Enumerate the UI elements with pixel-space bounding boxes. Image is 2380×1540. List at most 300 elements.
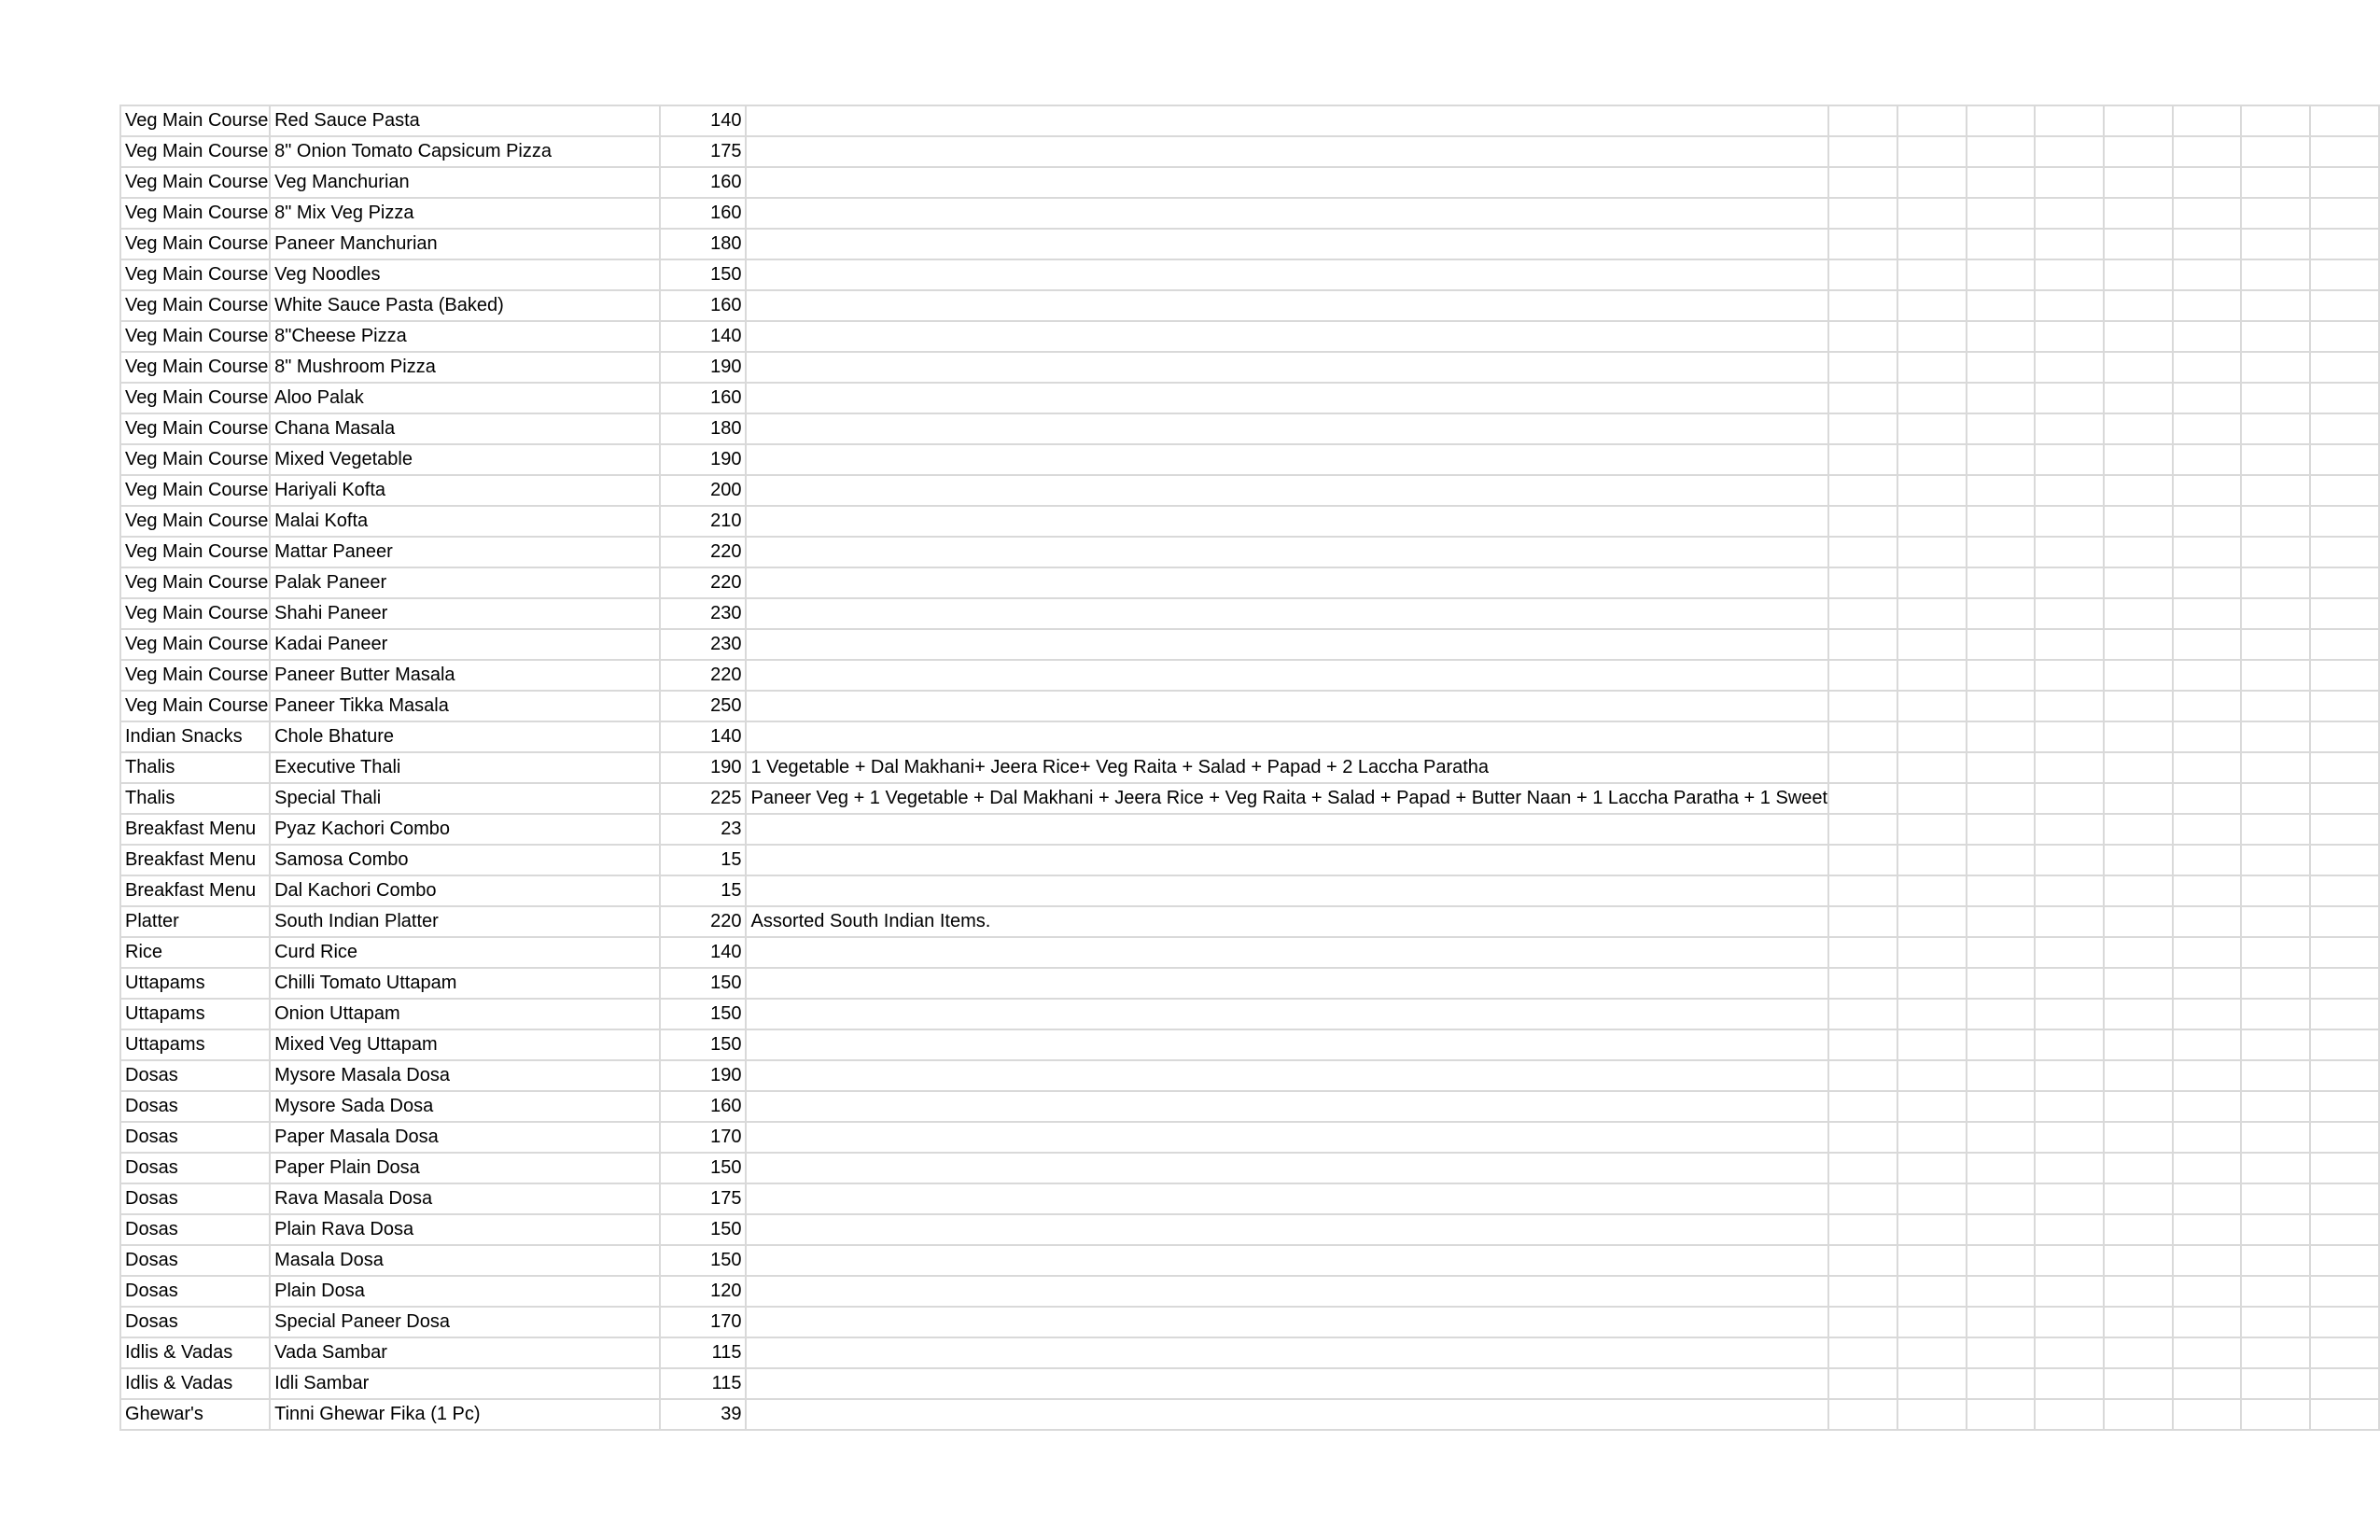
empty-cell[interactable] (1967, 1276, 2036, 1307)
empty-cell[interactable] (1897, 1122, 1967, 1153)
item-name-cell[interactable]: Pyaz Kachori Combo (270, 814, 660, 845)
empty-cell[interactable] (2173, 1122, 2242, 1153)
empty-cell[interactable] (2241, 783, 2310, 814)
empty-cell[interactable] (2241, 937, 2310, 968)
item-name-cell[interactable]: Vada Sambar (270, 1337, 660, 1368)
empty-cell[interactable] (2173, 1245, 2242, 1276)
category-cell[interactable]: Dosas (120, 1183, 270, 1214)
item-name-cell[interactable]: Palak Paneer (270, 567, 660, 598)
empty-cell[interactable] (1967, 1029, 2036, 1060)
category-cell[interactable]: Veg Main Course (120, 167, 270, 198)
empty-cell[interactable] (2310, 1153, 2379, 1183)
empty-cell[interactable] (2241, 383, 2310, 413)
empty-cell[interactable] (1897, 1307, 1967, 1337)
empty-cell[interactable] (1897, 1183, 1967, 1214)
empty-cell[interactable] (1967, 1368, 2036, 1399)
empty-cell[interactable] (2035, 968, 2104, 999)
item-name-cell[interactable]: Veg Manchurian (270, 167, 660, 198)
empty-cell[interactable] (2310, 1276, 2379, 1307)
price-cell[interactable]: 160 (660, 167, 747, 198)
empty-cell[interactable] (1967, 1214, 2036, 1245)
price-cell[interactable]: 140 (660, 721, 747, 752)
empty-cell[interactable] (2310, 352, 2379, 383)
price-cell[interactable]: 115 (660, 1368, 747, 1399)
empty-cell[interactable] (1967, 752, 2036, 783)
empty-cell[interactable] (2241, 229, 2310, 259)
empty-cell[interactable] (2241, 537, 2310, 567)
price-cell[interactable]: 220 (660, 660, 747, 691)
empty-cell[interactable] (1897, 1091, 1967, 1122)
empty-cell[interactable] (2104, 1276, 2173, 1307)
empty-cell[interactable] (1967, 259, 2036, 290)
item-name-cell[interactable]: Rava Masala Dosa (270, 1183, 660, 1214)
empty-cell[interactable] (1828, 413, 1897, 444)
empty-cell[interactable] (1897, 167, 1967, 198)
empty-cell[interactable] (1967, 906, 2036, 937)
empty-cell[interactable] (2035, 290, 2104, 321)
empty-cell[interactable] (1828, 167, 1897, 198)
price-cell[interactable]: 15 (660, 845, 747, 875)
empty-cell[interactable] (746, 1183, 1828, 1214)
empty-cell[interactable] (1897, 845, 1967, 875)
price-cell[interactable]: 150 (660, 1153, 747, 1183)
empty-cell[interactable] (1967, 105, 2036, 136)
empty-cell[interactable] (2241, 1183, 2310, 1214)
category-cell[interactable]: Dosas (120, 1122, 270, 1153)
price-cell[interactable]: 190 (660, 352, 747, 383)
empty-cell[interactable] (2173, 814, 2242, 845)
item-name-cell[interactable]: 8" Mix Veg Pizza (270, 198, 660, 229)
empty-cell[interactable] (2104, 136, 2173, 167)
empty-cell[interactable] (2241, 1307, 2310, 1337)
empty-cell[interactable] (2173, 506, 2242, 537)
item-name-cell[interactable]: 8" Onion Tomato Capsicum Pizza (270, 136, 660, 167)
empty-cell[interactable] (2035, 198, 2104, 229)
empty-cell[interactable] (2173, 752, 2242, 783)
empty-cell[interactable] (2241, 506, 2310, 537)
empty-cell[interactable] (1967, 506, 2036, 537)
empty-cell[interactable] (2310, 721, 2379, 752)
empty-cell[interactable] (2035, 1245, 2104, 1276)
empty-cell[interactable] (1828, 475, 1897, 506)
empty-cell[interactable] (1828, 1307, 1897, 1337)
empty-cell[interactable] (1897, 1399, 1967, 1430)
empty-cell[interactable] (746, 660, 1828, 691)
empty-cell[interactable] (2173, 845, 2242, 875)
empty-cell[interactable] (2104, 537, 2173, 567)
empty-cell[interactable] (746, 105, 1828, 136)
empty-cell[interactable] (2104, 383, 2173, 413)
empty-cell[interactable] (2310, 1122, 2379, 1153)
item-name-cell[interactable]: Masala Dosa (270, 1245, 660, 1276)
empty-cell[interactable] (2173, 783, 2242, 814)
empty-cell[interactable] (2241, 1214, 2310, 1245)
empty-cell[interactable] (2310, 1060, 2379, 1091)
empty-cell[interactable] (2173, 444, 2242, 475)
empty-cell[interactable] (2035, 352, 2104, 383)
empty-cell[interactable] (2035, 537, 2104, 567)
price-cell[interactable]: 200 (660, 475, 747, 506)
empty-cell[interactable] (2241, 752, 2310, 783)
empty-cell[interactable] (2104, 167, 2173, 198)
empty-cell[interactable] (2241, 136, 2310, 167)
empty-cell[interactable] (1897, 598, 1967, 629)
empty-cell[interactable] (746, 1307, 1828, 1337)
empty-cell[interactable] (2241, 968, 2310, 999)
category-cell[interactable]: Breakfast Menu (120, 875, 270, 906)
empty-cell[interactable] (2035, 1214, 2104, 1245)
empty-cell[interactable] (2104, 229, 2173, 259)
price-cell[interactable]: 225 (660, 783, 747, 814)
empty-cell[interactable] (2035, 752, 2104, 783)
empty-cell[interactable] (1828, 259, 1897, 290)
price-cell[interactable]: 160 (660, 290, 747, 321)
empty-cell[interactable] (2104, 352, 2173, 383)
empty-cell[interactable] (2310, 752, 2379, 783)
empty-cell[interactable] (1828, 937, 1897, 968)
empty-cell[interactable] (2035, 937, 2104, 968)
empty-cell[interactable] (2241, 352, 2310, 383)
empty-cell[interactable] (2104, 999, 2173, 1029)
empty-cell[interactable] (2173, 1307, 2242, 1337)
empty-cell[interactable] (1897, 444, 1967, 475)
empty-cell[interactable] (2035, 105, 2104, 136)
empty-cell[interactable] (1897, 1214, 1967, 1245)
category-cell[interactable]: Veg Main Course (120, 321, 270, 352)
empty-cell[interactable] (2310, 845, 2379, 875)
category-cell[interactable]: Veg Main Course (120, 629, 270, 660)
empty-cell[interactable] (1967, 814, 2036, 845)
empty-cell[interactable] (2035, 875, 2104, 906)
empty-cell[interactable] (746, 413, 1828, 444)
empty-cell[interactable] (2241, 1399, 2310, 1430)
empty-cell[interactable] (1897, 875, 1967, 906)
item-name-cell[interactable]: White Sauce Pasta (Baked) (270, 290, 660, 321)
empty-cell[interactable] (2173, 1337, 2242, 1368)
empty-cell[interactable] (2104, 1153, 2173, 1183)
empty-cell[interactable] (2173, 1029, 2242, 1060)
empty-cell[interactable] (2104, 752, 2173, 783)
empty-cell[interactable] (1967, 875, 2036, 906)
empty-cell[interactable] (2035, 1307, 2104, 1337)
empty-cell[interactable] (1828, 321, 1897, 352)
empty-cell[interactable] (2104, 598, 2173, 629)
empty-cell[interactable] (2035, 475, 2104, 506)
empty-cell[interactable] (2173, 1060, 2242, 1091)
price-cell[interactable]: 39 (660, 1399, 747, 1430)
empty-cell[interactable] (2241, 567, 2310, 598)
empty-cell[interactable] (1897, 1060, 1967, 1091)
empty-cell[interactable] (2173, 383, 2242, 413)
empty-cell[interactable] (2310, 1183, 2379, 1214)
empty-cell[interactable] (1828, 660, 1897, 691)
price-cell[interactable]: 250 (660, 691, 747, 721)
empty-cell[interactable] (2173, 475, 2242, 506)
empty-cell[interactable] (1897, 1276, 1967, 1307)
empty-cell[interactable] (2173, 321, 2242, 352)
empty-cell[interactable] (1967, 999, 2036, 1029)
empty-cell[interactable] (2104, 937, 2173, 968)
empty-cell[interactable] (1967, 567, 2036, 598)
empty-cell[interactable] (2173, 1368, 2242, 1399)
category-cell[interactable]: Veg Main Course (120, 444, 270, 475)
empty-cell[interactable] (2104, 783, 2173, 814)
empty-cell[interactable] (1828, 105, 1897, 136)
empty-cell[interactable] (2035, 383, 2104, 413)
empty-cell[interactable] (2310, 660, 2379, 691)
empty-cell[interactable] (1897, 321, 1967, 352)
price-cell[interactable]: 230 (660, 629, 747, 660)
empty-cell[interactable] (2035, 999, 2104, 1029)
category-cell[interactable]: Dosas (120, 1307, 270, 1337)
category-cell[interactable]: Uttapams (120, 1029, 270, 1060)
price-cell[interactable]: 120 (660, 1276, 747, 1307)
empty-cell[interactable] (2310, 691, 2379, 721)
item-name-cell[interactable]: Plain Rava Dosa (270, 1214, 660, 1245)
empty-cell[interactable] (1828, 290, 1897, 321)
empty-cell[interactable] (1828, 383, 1897, 413)
item-name-cell[interactable]: Executive Thali (270, 752, 660, 783)
empty-cell[interactable] (1897, 506, 1967, 537)
empty-cell[interactable] (1967, 444, 2036, 475)
empty-cell[interactable] (1967, 136, 2036, 167)
empty-cell[interactable] (2104, 198, 2173, 229)
empty-cell[interactable] (1828, 1337, 1897, 1368)
empty-cell[interactable] (2173, 105, 2242, 136)
empty-cell[interactable] (2173, 1276, 2242, 1307)
empty-cell[interactable] (1967, 1307, 2036, 1337)
empty-cell[interactable] (2310, 383, 2379, 413)
empty-cell[interactable] (1828, 1399, 1897, 1430)
empty-cell[interactable] (2241, 721, 2310, 752)
empty-cell[interactable] (2104, 475, 2173, 506)
empty-cell[interactable] (1967, 845, 2036, 875)
empty-cell[interactable] (2173, 721, 2242, 752)
empty-cell[interactable] (1897, 752, 1967, 783)
category-cell[interactable]: Veg Main Course (120, 691, 270, 721)
empty-cell[interactable] (1967, 290, 2036, 321)
item-name-cell[interactable]: Tinni Ghewar Fika (1 Pc) (270, 1399, 660, 1430)
empty-cell[interactable] (2035, 259, 2104, 290)
empty-cell[interactable] (2310, 475, 2379, 506)
category-cell[interactable]: Thalis (120, 783, 270, 814)
item-name-cell[interactable]: Special Thali (270, 783, 660, 814)
empty-cell[interactable] (1828, 598, 1897, 629)
empty-cell[interactable] (2173, 598, 2242, 629)
empty-cell[interactable] (1897, 906, 1967, 937)
empty-cell[interactable] (2035, 444, 2104, 475)
empty-cell[interactable] (1967, 1245, 2036, 1276)
empty-cell[interactable] (746, 259, 1828, 290)
empty-cell[interactable] (2310, 259, 2379, 290)
empty-cell[interactable] (2035, 1183, 2104, 1214)
empty-cell[interactable] (1828, 1276, 1897, 1307)
empty-cell[interactable] (1897, 413, 1967, 444)
empty-cell[interactable] (2035, 1091, 2104, 1122)
empty-cell[interactable] (2173, 691, 2242, 721)
empty-cell[interactable] (1897, 229, 1967, 259)
empty-cell[interactable] (2104, 1091, 2173, 1122)
empty-cell[interactable] (1828, 198, 1897, 229)
empty-cell[interactable] (746, 321, 1828, 352)
price-cell[interactable]: 140 (660, 105, 747, 136)
empty-cell[interactable] (2104, 1368, 2173, 1399)
empty-cell[interactable] (2104, 321, 2173, 352)
empty-cell[interactable] (2241, 1368, 2310, 1399)
empty-cell[interactable] (2241, 167, 2310, 198)
empty-cell[interactable] (2035, 1276, 2104, 1307)
item-name-cell[interactable]: Paper Masala Dosa (270, 1122, 660, 1153)
category-cell[interactable]: Uttapams (120, 999, 270, 1029)
empty-cell[interactable] (746, 845, 1828, 875)
empty-cell[interactable] (2173, 968, 2242, 999)
category-cell[interactable]: Veg Main Course (120, 259, 270, 290)
empty-cell[interactable] (2310, 906, 2379, 937)
empty-cell[interactable] (1897, 537, 1967, 567)
empty-cell[interactable] (746, 136, 1828, 167)
price-cell[interactable]: 150 (660, 1245, 747, 1276)
empty-cell[interactable] (2104, 1337, 2173, 1368)
empty-cell[interactable] (2035, 1153, 2104, 1183)
empty-cell[interactable] (2104, 814, 2173, 845)
empty-cell[interactable] (1967, 383, 2036, 413)
empty-cell[interactable] (2241, 321, 2310, 352)
empty-cell[interactable] (2241, 413, 2310, 444)
empty-cell[interactable] (2104, 1183, 2173, 1214)
empty-cell[interactable] (2035, 1337, 2104, 1368)
empty-cell[interactable] (1828, 537, 1897, 567)
empty-cell[interactable] (746, 229, 1828, 259)
empty-cell[interactable] (746, 198, 1828, 229)
empty-cell[interactable] (2241, 475, 2310, 506)
empty-cell[interactable] (2310, 290, 2379, 321)
empty-cell[interactable] (2173, 167, 2242, 198)
empty-cell[interactable] (1967, 721, 2036, 752)
category-cell[interactable]: Veg Main Course (120, 567, 270, 598)
item-name-cell[interactable]: Chana Masala (270, 413, 660, 444)
item-name-cell[interactable]: Hariyali Kofta (270, 475, 660, 506)
empty-cell[interactable] (746, 691, 1828, 721)
empty-cell[interactable] (2104, 1245, 2173, 1276)
item-name-cell[interactable]: Malai Kofta (270, 506, 660, 537)
price-cell[interactable]: 190 (660, 444, 747, 475)
item-name-cell[interactable]: Aloo Palak (270, 383, 660, 413)
item-name-cell[interactable]: 8"Cheese Pizza (270, 321, 660, 352)
empty-cell[interactable] (1897, 814, 1967, 845)
empty-cell[interactable] (746, 1214, 1828, 1245)
empty-cell[interactable] (1967, 968, 2036, 999)
empty-cell[interactable] (1897, 968, 1967, 999)
empty-cell[interactable] (2241, 999, 2310, 1029)
empty-cell[interactable] (1828, 1183, 1897, 1214)
empty-cell[interactable] (1967, 229, 2036, 259)
empty-cell[interactable] (746, 598, 1828, 629)
empty-cell[interactable] (2173, 413, 2242, 444)
empty-cell[interactable] (1967, 783, 2036, 814)
empty-cell[interactable] (2310, 444, 2379, 475)
empty-cell[interactable] (1967, 321, 2036, 352)
empty-cell[interactable] (746, 1091, 1828, 1122)
category-cell[interactable]: Uttapams (120, 968, 270, 999)
empty-cell[interactable] (746, 1276, 1828, 1307)
empty-cell[interactable] (746, 1029, 1828, 1060)
empty-cell[interactable] (1828, 629, 1897, 660)
empty-cell[interactable] (2035, 413, 2104, 444)
empty-cell[interactable] (1967, 691, 2036, 721)
price-cell[interactable]: 210 (660, 506, 747, 537)
empty-cell[interactable] (1828, 136, 1897, 167)
empty-cell[interactable] (2310, 1337, 2379, 1368)
item-name-cell[interactable]: Special Paneer Dosa (270, 1307, 660, 1337)
price-cell[interactable]: 220 (660, 567, 747, 598)
price-cell[interactable]: 23 (660, 814, 747, 845)
empty-cell[interactable] (2035, 629, 2104, 660)
category-cell[interactable]: Veg Main Course (120, 660, 270, 691)
price-cell[interactable]: 150 (660, 1029, 747, 1060)
empty-cell[interactable] (2241, 290, 2310, 321)
category-cell[interactable]: Dosas (120, 1276, 270, 1307)
empty-cell[interactable] (1967, 629, 2036, 660)
empty-cell[interactable] (2310, 1091, 2379, 1122)
empty-cell[interactable] (2035, 1122, 2104, 1153)
empty-cell[interactable] (1967, 598, 2036, 629)
item-name-cell[interactable]: Samosa Combo (270, 845, 660, 875)
empty-cell[interactable] (1967, 1122, 2036, 1153)
empty-cell[interactable] (2241, 259, 2310, 290)
empty-cell[interactable] (2035, 567, 2104, 598)
empty-cell[interactable] (2035, 1060, 2104, 1091)
item-name-cell[interactable]: Mysore Masala Dosa (270, 1060, 660, 1091)
empty-cell[interactable] (1967, 537, 2036, 567)
empty-cell[interactable] (2173, 1214, 2242, 1245)
empty-cell[interactable] (2173, 290, 2242, 321)
empty-cell[interactable] (2310, 229, 2379, 259)
empty-cell[interactable] (2035, 1399, 2104, 1430)
empty-cell[interactable] (2310, 198, 2379, 229)
price-cell[interactable]: 190 (660, 752, 747, 783)
empty-cell[interactable] (1828, 567, 1897, 598)
item-name-cell[interactable]: Onion Uttapam (270, 999, 660, 1029)
empty-cell[interactable] (2241, 691, 2310, 721)
empty-cell[interactable] (1897, 1153, 1967, 1183)
price-cell[interactable]: 180 (660, 229, 747, 259)
price-cell[interactable]: 160 (660, 1091, 747, 1122)
empty-cell[interactable] (1897, 567, 1967, 598)
empty-cell[interactable] (2310, 413, 2379, 444)
item-name-cell[interactable]: Paneer Butter Masala (270, 660, 660, 691)
category-cell[interactable]: Veg Main Course (120, 229, 270, 259)
empty-cell[interactable] (2310, 1399, 2379, 1430)
empty-cell[interactable] (1828, 906, 1897, 937)
price-cell[interactable]: 140 (660, 937, 747, 968)
empty-cell[interactable] (1967, 167, 2036, 198)
empty-cell[interactable] (2310, 814, 2379, 845)
empty-cell[interactable] (746, 506, 1828, 537)
price-cell[interactable]: 230 (660, 598, 747, 629)
empty-cell[interactable] (2104, 906, 2173, 937)
empty-cell[interactable] (2035, 906, 2104, 937)
empty-cell[interactable] (2173, 567, 2242, 598)
empty-cell[interactable] (2104, 105, 2173, 136)
empty-cell[interactable] (746, 383, 1828, 413)
empty-cell[interactable] (1828, 752, 1897, 783)
empty-cell[interactable] (746, 444, 1828, 475)
description-cell[interactable] (746, 752, 1828, 783)
item-name-cell[interactable]: Mixed Vegetable (270, 444, 660, 475)
empty-cell[interactable] (1828, 1368, 1897, 1399)
empty-cell[interactable] (2173, 875, 2242, 906)
empty-cell[interactable] (2035, 1368, 2104, 1399)
